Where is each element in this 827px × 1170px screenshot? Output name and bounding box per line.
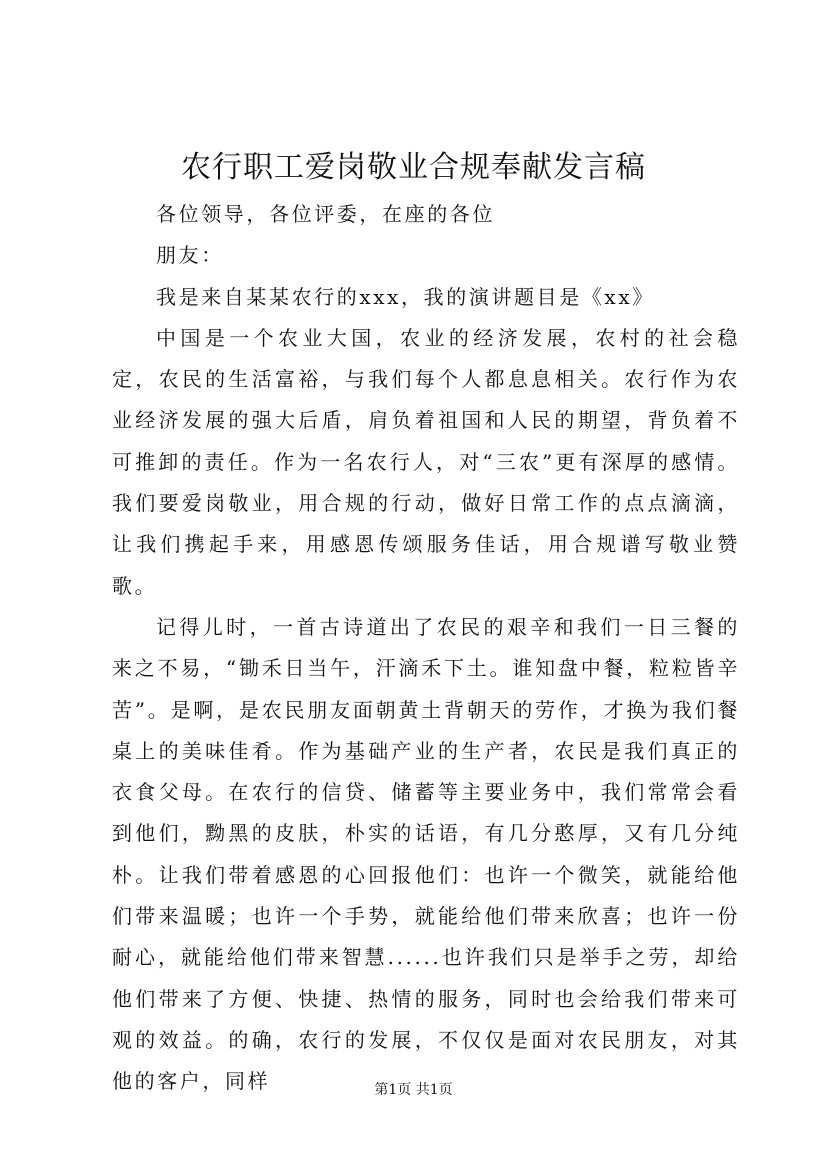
body-paragraph: 中国是一个农业大国，农业的经济发展，农村的社会稳定，农民的生活富裕，与我们每个人都息息相关。农行作为农业经济发展的强大后盾，肩负着祖国和人民的期望，背负着不可推卸的责任。作为一名农行人，对“三农”更有深厚的感情。我们要爱岗敬业，用合规的行动，做好日常工作的点点滴滴，让我们携起手来，用感恩传颂服务佳话，用合规谱写敬业赞歌。 bbox=[112, 325, 740, 598]
greeting-continuation: 朋友： bbox=[156, 243, 224, 268]
document-title: 农行职工爱岗敬业合规奉献发言稿 bbox=[181, 150, 646, 185]
document-body bbox=[112, 194, 740, 1103]
page-number-footer: 第1页 共1页 bbox=[374, 1082, 453, 1098]
intro-paragraph: 我是来自某某农行的xxx，我的演讲题目是《xx》 bbox=[156, 284, 655, 309]
greeting-paragraph: 各位领导，各位评委，在座的各位 bbox=[156, 202, 495, 226]
body-paragraph: 记得儿时，一首古诗道出了农民的艰辛和我们一日三餐的来之不易，“锄禾日当午，汗滴禾下土。谁知盘中餐，粒粒皆辛苦”。是啊，是农民朋友面朝黄土背朝天的劳作，才换为我们餐桌上的美味佳肴。作为基础产业的生产者，农民是我们真正的衣食父母。在农行的信贷、储蓄等主要业务中，我们常常会看到他们，黝黑的皮肤，朴实的话语，有几分憨厚，又有几分纯朴。让我们带着感恩的心回报他们：也许一个微笑，就能给他们带来温暖；也许一个手势，就能给他们带来欣喜；也许一份耐心，就能给他们带来智慧......也许我们只是举手之劳，却给他们带来了方便、快捷、热情的服务，同时也会给我们带来可观的效益。的确，农行的发展，不仅仅是面对农民朋友，对其他的客户，同样 bbox=[112, 614, 740, 1094]
